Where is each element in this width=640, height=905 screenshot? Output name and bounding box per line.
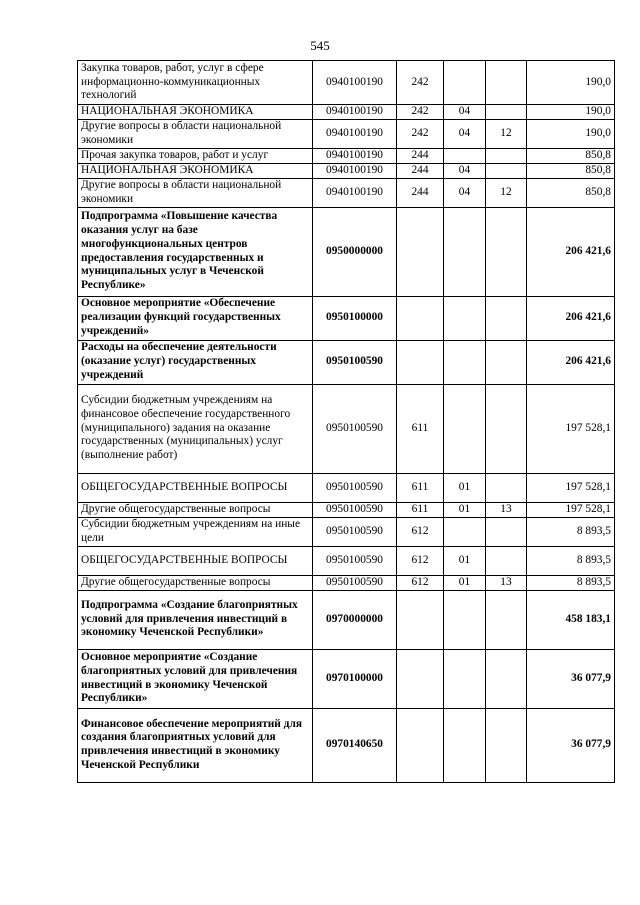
target-code-cell: 0970140650 — [313, 708, 397, 782]
section-cell — [444, 384, 486, 473]
expense-type-cell: 612 — [397, 517, 444, 546]
target-code-cell: 0950100590 — [313, 575, 397, 590]
table-row — [78, 575, 615, 590]
row-name-cell: Другие общегосударственные вопросы — [78, 575, 313, 590]
row-name-cell: Субсидии бюджетным учреждениям на финансовое обеспечение государственного (муниципального) задания на оказание государственных (муниципальных) услуг (выполнение работ) — [78, 384, 313, 473]
amount-cell: 206 421,6 — [527, 296, 615, 340]
amount-cell: 36 077,9 — [527, 649, 615, 708]
row-name-cell: Другие общегосударственные вопросы — [78, 502, 313, 517]
section-cell — [444, 340, 486, 384]
expense-type-cell — [397, 708, 444, 782]
row-name-cell: Финансовое обеспечение мероприятий для создания благоприятных условий для привлечения инвестиций в экономику Чеченской Республики — [78, 708, 313, 782]
target-code-cell: 0950100590 — [313, 517, 397, 546]
expense-type-cell — [397, 207, 444, 296]
subsection-cell — [486, 296, 527, 340]
row-name-cell: НАЦИОНАЛЬНАЯ ЭКОНОМИКА — [78, 164, 313, 179]
amount-cell: 190,0 — [527, 120, 615, 149]
amount-cell: 206 421,6 — [527, 340, 615, 384]
expense-type-cell: 242 — [397, 120, 444, 149]
budget-table-body — [78, 61, 615, 783]
section-cell — [444, 708, 486, 782]
amount-cell: 36 077,9 — [527, 708, 615, 782]
row-name-cell: Субсидии бюджетным учреждениям на иные цели — [78, 517, 313, 546]
subsection-cell — [486, 384, 527, 473]
table-row — [78, 61, 615, 105]
expense-type-cell: 244 — [397, 149, 444, 164]
subsection-cell — [486, 473, 527, 502]
target-code-cell: 0950100590 — [313, 473, 397, 502]
row-name-cell: Прочая закупка товаров, работ и услуг — [78, 149, 313, 164]
section-cell — [444, 296, 486, 340]
page-number: 545 — [310, 38, 330, 53]
section-cell — [444, 61, 486, 105]
expense-type-cell — [397, 590, 444, 649]
section-cell: 01 — [444, 502, 486, 517]
target-code-cell: 0950100000 — [313, 296, 397, 340]
subsection-cell — [486, 340, 527, 384]
subsection-cell — [486, 164, 527, 179]
section-cell: 01 — [444, 473, 486, 502]
target-code-cell: 0950000000 — [313, 207, 397, 296]
section-cell: 01 — [444, 575, 486, 590]
expense-type-cell: 611 — [397, 384, 444, 473]
row-name-cell: Расходы на обеспечение деятельности (оказание услуг) государственных учреждений — [78, 340, 313, 384]
expense-type-cell: 611 — [397, 502, 444, 517]
target-code-cell: 0940100190 — [313, 179, 397, 208]
table-row — [78, 384, 615, 473]
table-row — [78, 517, 615, 546]
subsection-cell — [486, 207, 527, 296]
table-row — [78, 207, 615, 296]
table-row — [78, 649, 615, 708]
row-name-cell: Основное мероприятие «Обеспечение реализации функций государственных учреждений» — [78, 296, 313, 340]
table-row — [78, 105, 615, 120]
target-code-cell: 0950100590 — [313, 384, 397, 473]
amount-cell: 190,0 — [527, 61, 615, 105]
target-code-cell: 0950100590 — [313, 546, 397, 575]
table-row — [78, 164, 615, 179]
amount-cell: 8 893,5 — [527, 575, 615, 590]
section-cell: 04 — [444, 179, 486, 208]
amount-cell: 206 421,6 — [527, 207, 615, 296]
section-cell — [444, 590, 486, 649]
amount-cell: 458 183,1 — [527, 590, 615, 649]
table-row — [78, 179, 615, 208]
expense-type-cell — [397, 340, 444, 384]
subsection-cell — [486, 546, 527, 575]
expense-type-cell: 611 — [397, 473, 444, 502]
target-code-cell: 0940100190 — [313, 164, 397, 179]
section-cell: 04 — [444, 105, 486, 120]
amount-cell: 850,8 — [527, 179, 615, 208]
target-code-cell: 0970100000 — [313, 649, 397, 708]
subsection-cell — [486, 590, 527, 649]
row-name-cell: НАЦИОНАЛЬНАЯ ЭКОНОМИКА — [78, 105, 313, 120]
expense-type-cell — [397, 649, 444, 708]
section-cell: 04 — [444, 164, 486, 179]
expense-type-cell — [397, 296, 444, 340]
row-name-cell: Подпрограмма «Повышение качества оказания услуг на базе многофункциональных центров предоставления государственных и муниципальных услуг в Чеченской Республике» — [78, 207, 313, 296]
expense-type-cell: 244 — [397, 164, 444, 179]
row-name-cell: Подпрограмма «Создание благоприятных условий для привлечения инвестиций в экономику Чеченской Республики» — [78, 590, 313, 649]
section-cell: 04 — [444, 120, 486, 149]
table-row — [78, 473, 615, 502]
amount-cell: 197 528,1 — [527, 502, 615, 517]
amount-cell: 197 528,1 — [527, 384, 615, 473]
row-name-cell: ОБЩЕГОСУДАРСТВЕННЫЕ ВОПРОСЫ — [78, 546, 313, 575]
table-row — [78, 149, 615, 164]
subsection-cell — [486, 708, 527, 782]
subsection-cell: 12 — [486, 120, 527, 149]
target-code-cell: 0950100590 — [313, 340, 397, 384]
target-code-cell: 0940100190 — [313, 105, 397, 120]
amount-cell: 197 528,1 — [527, 473, 615, 502]
expense-type-cell: 242 — [397, 105, 444, 120]
subsection-cell: 12 — [486, 179, 527, 208]
table-row — [78, 590, 615, 649]
subsection-cell — [486, 61, 527, 105]
amount-cell: 850,8 — [527, 164, 615, 179]
table-row — [78, 296, 615, 340]
subsection-cell — [486, 149, 527, 164]
row-name-cell: Другие вопросы в области национальной экономики — [78, 179, 313, 208]
target-code-cell: 0940100190 — [313, 61, 397, 105]
amount-cell: 850,8 — [527, 149, 615, 164]
table-row — [78, 546, 615, 575]
subsection-cell: 13 — [486, 575, 527, 590]
section-cell: 01 — [444, 546, 486, 575]
section-cell — [444, 207, 486, 296]
expense-type-cell: 612 — [397, 575, 444, 590]
section-cell — [444, 517, 486, 546]
subsection-cell: 13 — [486, 502, 527, 517]
expense-type-cell: 242 — [397, 61, 444, 105]
row-name-cell: ОБЩЕГОСУДАРСТВЕННЫЕ ВОПРОСЫ — [78, 473, 313, 502]
target-code-cell: 0950100590 — [313, 502, 397, 517]
subsection-cell — [486, 517, 527, 546]
section-cell — [444, 649, 486, 708]
table-row — [78, 340, 615, 384]
row-name-cell: Другие вопросы в области национальной экономики — [78, 120, 313, 149]
table-row — [78, 502, 615, 517]
subsection-cell — [486, 649, 527, 708]
budget-table — [77, 60, 615, 783]
target-code-cell: 0940100190 — [313, 120, 397, 149]
table-row — [78, 120, 615, 149]
target-code-cell: 0940100190 — [313, 149, 397, 164]
section-cell — [444, 149, 486, 164]
amount-cell: 8 893,5 — [527, 517, 615, 546]
expense-type-cell: 244 — [397, 179, 444, 208]
target-code-cell: 0970000000 — [313, 590, 397, 649]
row-name-cell: Основное мероприятие «Создание благоприятных условий для привлечения инвестиций в экономику Чеченской Республики» — [78, 649, 313, 708]
subsection-cell — [486, 105, 527, 120]
amount-cell: 190,0 — [527, 105, 615, 120]
expense-type-cell: 612 — [397, 546, 444, 575]
table-row — [78, 708, 615, 782]
amount-cell: 8 893,5 — [527, 546, 615, 575]
row-name-cell: Закупка товаров, работ, услуг в сфере информационно-коммуникационных технологий — [78, 61, 313, 105]
